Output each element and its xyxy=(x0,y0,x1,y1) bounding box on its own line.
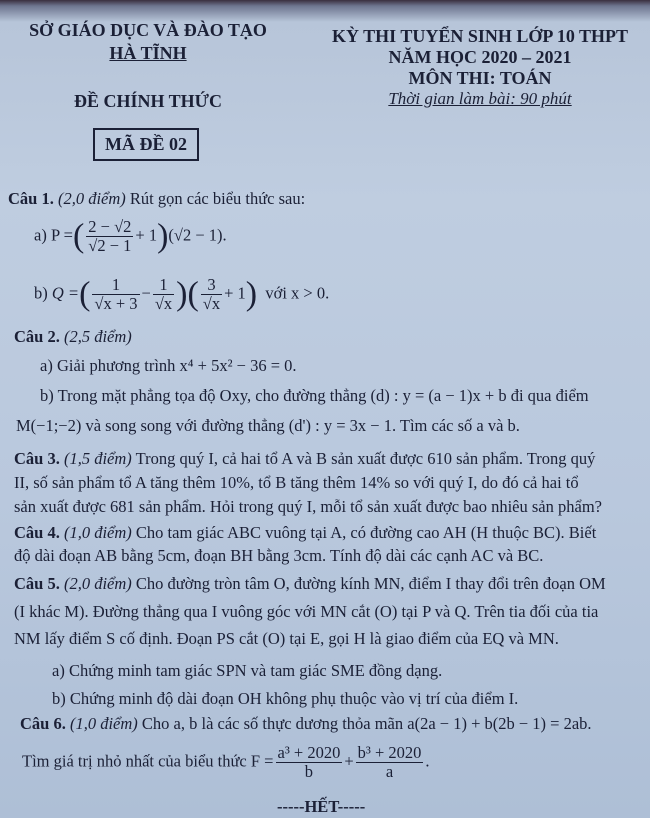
question-label: Câu 3. xyxy=(14,449,60,468)
expr-lhs: P = xyxy=(50,225,73,245)
question-2b-line2: M(−1;−2) và song song với đường thẳng (d') : y = 3x − 1. Tìm các số a và b. xyxy=(16,416,520,435)
question-label: Câu 2. xyxy=(14,327,60,346)
question-2 xyxy=(14,327,132,347)
operator: + xyxy=(344,751,354,771)
condition: với x > 0. xyxy=(265,283,330,303)
question-5a: a) Chứng minh tam giác SPN và tam giác SME đồng dạng. xyxy=(52,661,443,680)
expr-lhs: Q = xyxy=(51,283,80,303)
fraction: $\frac{1}{√x}$ xyxy=(154,275,173,313)
question-5 xyxy=(14,574,606,594)
question-points: (1,0 điểm) xyxy=(63,523,132,542)
item-prefix: a) xyxy=(34,225,47,245)
question-points: (2,0 điểm) xyxy=(63,574,132,593)
question-points: (1,0 điểm) xyxy=(69,714,138,733)
subject: MÔN THI: TOÁN xyxy=(408,68,552,88)
department: SỞ GIÁO DỤC VÀ ĐÀO TẠO xyxy=(29,20,267,40)
question-text: Tìm giá trị nhỏ nhất của biểu thức F = xyxy=(22,751,274,771)
question-1 xyxy=(8,189,305,209)
question-points: (2,5 điểm) xyxy=(63,327,132,346)
question-text: Cho a, b là các số thực dương thỏa mãn a(2a − 1) + b(2b − 1) = 2ab. xyxy=(141,714,592,733)
operator: + 1 xyxy=(224,283,246,303)
question-3-line3: sản xuất được 681 sản phẩm. Hỏi trong quý I, mỗi tổ sản xuất được bao nhiêu sản phẩm? xyxy=(14,497,602,516)
exam-code: MÃ ĐỀ 02 xyxy=(93,128,199,161)
question-label: Câu 6. xyxy=(20,714,66,733)
question-2b-line1: b) Trong mặt phẳng tọa độ Oxy, cho đường thẳng (d) : y = (a − 1)x + b đi qua điểm xyxy=(40,386,589,405)
question-2a: a) Giải phương trình x⁴ + 5x² − 36 = 0. xyxy=(40,356,297,375)
province: HÀ TĨNH xyxy=(109,43,187,63)
question-3-line2: II, số sản phẩm tổ A tăng thêm 10%, tổ B tăng thêm 14% so với quý I, do đó cả hai tổ xyxy=(14,473,579,492)
question-1b: b) Q =( $\frac{1}{√x + 3}$ − $\frac{1}{√x}$ )( $\frac{3}{√x}$ + 1) với x > 0. xyxy=(34,275,330,313)
school-year: NĂM HỌC 2020 – 2021 xyxy=(388,47,572,67)
punctuation: . xyxy=(425,751,430,771)
question-1a: a) P =( $\frac{2 - √2}{√2 - 1}$ + 1)(√2 − 1). xyxy=(34,217,227,255)
question-4 xyxy=(14,523,596,543)
question-6 xyxy=(20,714,592,734)
question-6-line2 xyxy=(22,744,430,781)
fraction: $\frac{1}{√x + 3}$ xyxy=(94,275,138,313)
question-4-line2: độ dài đoạn AB bằng 5cm, đoạn BH bằng 3cm. Tính độ dài các cạnh AC và BC. xyxy=(14,546,544,565)
operator: − xyxy=(141,283,151,303)
item-prefix: b) xyxy=(34,283,48,303)
question-text: Cho đường tròn tâm O, đường kính MN, điểm I thay đổi trên đoạn OM xyxy=(135,574,606,593)
question-points: (2,0 điểm) xyxy=(57,189,126,208)
question-label: Câu 1. xyxy=(8,189,54,208)
question-points: (1,5 điểm) xyxy=(63,449,132,468)
fraction: $\frac{\text{b³ + 2020}}{a}$ xyxy=(357,743,422,781)
fraction: $\frac{3}{√x}$ xyxy=(202,275,221,313)
question-text: Trong quý I, cả hai tổ A và B sản xuất được 610 sản phẩm. Trong quý xyxy=(135,449,596,468)
expr-factor: (√2 − 1). xyxy=(168,225,227,245)
official-label: ĐỀ CHÍNH THỨC xyxy=(73,91,223,111)
exam-title: KỲ THI TUYỂN SINH LỚP 10 THPT xyxy=(331,26,629,46)
question-5b: b) Chứng minh độ dài đoạn OH không phụ thuộc vào vị trí của điểm I. xyxy=(52,689,519,708)
time-limit: Thời gian làm bài: 90 phút xyxy=(388,89,572,108)
end-marker: -----HẾT----- xyxy=(277,797,366,816)
question-5-line3: NM lấy điểm S cố định. Đoạn PS cắt (O) tại E, gọi H là giao điểm của EQ và MN. xyxy=(14,629,559,648)
question-text: Cho tam giác ABC vuông tại A, có đường cao AH (H thuộc BC). Biết xyxy=(135,523,597,542)
fraction: $\frac{\text{a³ + 2020}}{b}$ xyxy=(277,743,341,781)
question-label: Câu 4. xyxy=(14,523,60,542)
question-text: Rút gọn các biểu thức sau: xyxy=(129,189,306,208)
expr-term: + 1 xyxy=(135,225,158,245)
question-3 xyxy=(14,449,595,469)
fraction: $\frac{2 - √2}{√2 - 1}$ xyxy=(88,217,132,255)
question-label: Câu 5. xyxy=(14,574,60,593)
question-5-line2: (I khác M). Đường thẳng qua I vuông góc với MN cắt (O) tại P và Q. Trên tia đối của tia xyxy=(14,602,599,621)
